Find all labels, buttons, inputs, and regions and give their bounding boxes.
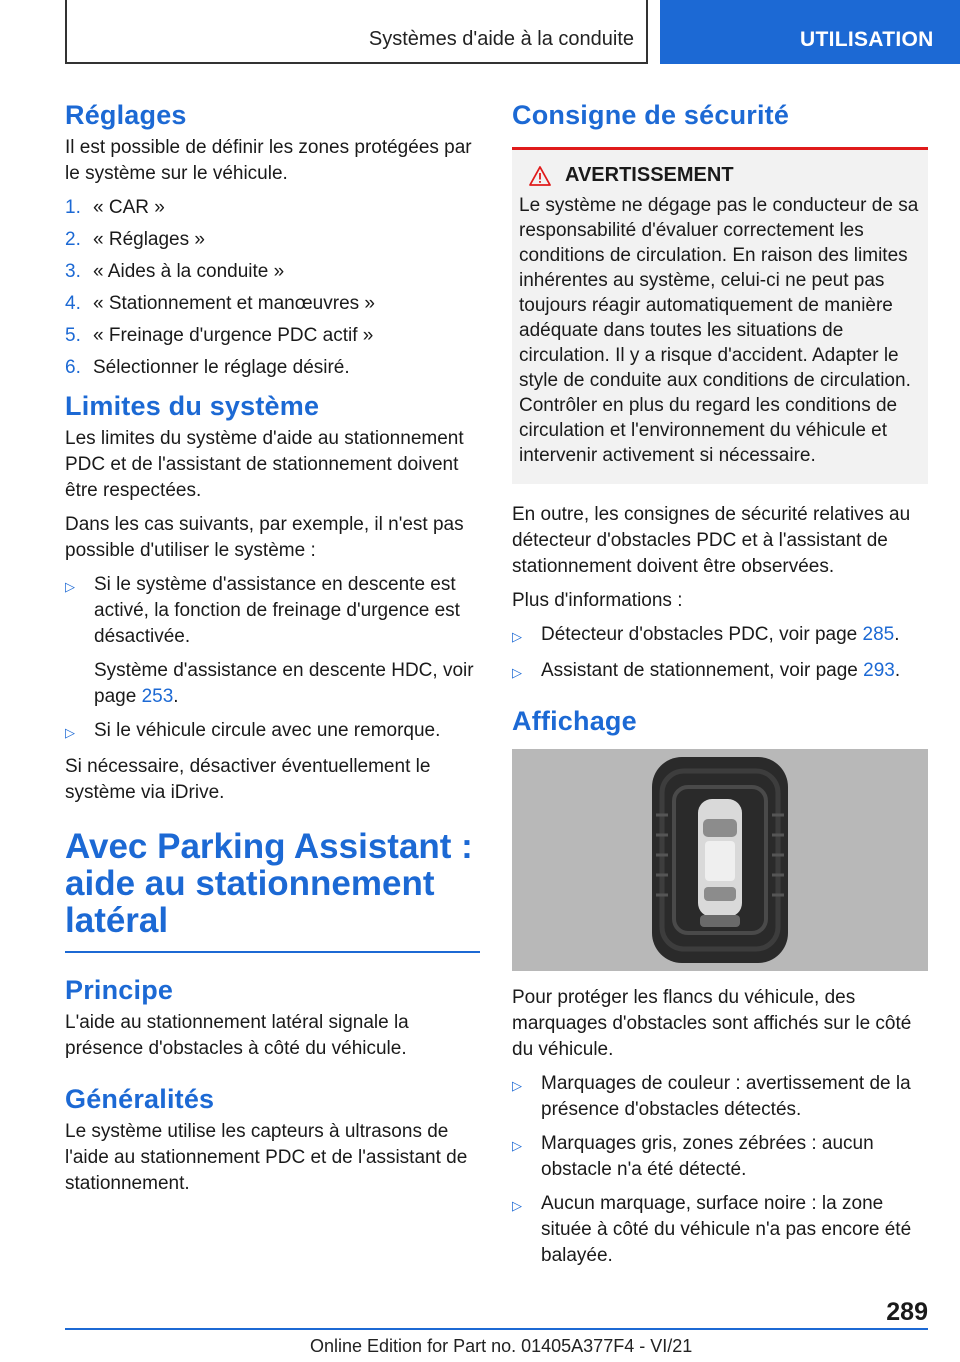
step-text: « Stationnement et manœuvres » [93, 293, 375, 314]
footer-divider [65, 1328, 928, 1330]
list-item-text: Si le système d'assistance en descente est activé, la fonction de freinage d'urgence est désactivée. [94, 574, 460, 647]
warning-triangle-icon [529, 166, 551, 186]
spacer [65, 1070, 480, 1084]
triangle-bullet-icon: ▷ [65, 579, 75, 594]
header-section-box [65, 0, 648, 64]
reference-text: Assistant de stationnement, voir page [541, 660, 858, 681]
spacer [65, 814, 480, 828]
step-text: Sélectionner le réglage désiré. [93, 357, 350, 378]
step-item [65, 259, 480, 285]
step-item [65, 323, 480, 349]
settings-steps [65, 195, 480, 381]
limits-heading: Limites du système [65, 391, 320, 421]
step-number: 4. [65, 293, 81, 314]
list-item-text: Marquages de couleur : avertissement de la présence d'obstacles détectés. [541, 1073, 911, 1120]
hdc-reference: Système d'assistance en descente HDC, voir page 253. [94, 660, 474, 707]
reference-text: Détecteur d'obstacles PDC, voir page [541, 624, 858, 645]
step-text: « Freinage d'urgence PDC actif » [93, 325, 374, 346]
step-number: 3. [65, 261, 81, 282]
warning-box [512, 147, 928, 484]
reglages-text: Il est possible de définir les zones protégées par le système sur le véhicule. [65, 137, 472, 184]
page-link-253[interactable]: 253 [141, 686, 174, 707]
step-number: 6. [65, 357, 81, 378]
step-text: « Réglages » [93, 229, 205, 250]
triangle-bullet-icon: ▷ [65, 725, 75, 740]
safety-heading: Consigne de sécurité [512, 100, 790, 130]
step-item [65, 195, 480, 221]
limits-cases-text: Dans les cas suivants, par exemple, il n'est pas possible d'utiliser le système : [65, 514, 464, 561]
principe-text: L'aide au stationnement latéral signale la présence d'obstacles à côté du véhicule. [65, 1012, 409, 1059]
display-heading: Affichage [512, 706, 637, 736]
page-link-293[interactable]: 293 [863, 660, 895, 681]
limits-deactivate-text: Si nécessaire, désactiver éventuellement le système via iDrive. [65, 756, 431, 803]
safety-text: En outre, les consignes de sécurité relatives au détecteur d'obstacles PDC et à l'assistant de stationnement doivent être observées. [512, 504, 911, 577]
page-number: 289 [886, 1298, 928, 1326]
list-item-text: Assistant de stationnement, voir page 293. [541, 660, 901, 681]
left-column [65, 100, 480, 1205]
triangle-bullet-icon: ▷ [512, 665, 522, 680]
step-number: 2. [65, 229, 81, 250]
triangle-bullet-icon: ▷ [512, 1198, 522, 1213]
parking-display-image [512, 749, 928, 971]
limits-list [65, 572, 480, 650]
list-item [512, 658, 928, 686]
reglages-heading: Réglages [65, 100, 187, 130]
parking-display-graphic [650, 755, 790, 965]
list-item-text: Marquages gris, zones zébrées : aucun obstacle n'a été détecté. [541, 1133, 874, 1180]
warning-text: Le système ne dégage pas le conducteur de sa responsabilité d'évaluer correctement les conditions de circulation. En raison des limites inhérentes au système, celui-ci ne peut pas toujours réagir automatiquement de manière adéquate dans toutes les situations de circulation. Il y a risque d'accident. Adapter le style de conduite aux conditions de circulation. Contrôler en plus du regard les conditions de circulation et l'environnement du véhicule et intervenir activement si nécessaire. [519, 195, 919, 466]
limits-list-2 [65, 718, 480, 746]
list-item [512, 622, 928, 650]
page-link-285[interactable]: 285 [862, 624, 895, 645]
reference-list [512, 622, 928, 686]
step-item [65, 355, 480, 381]
list-item [65, 572, 480, 650]
list-item-text: Détecteur d'obstacles PDC, voir page 285. [541, 624, 900, 645]
triangle-bullet-icon: ▷ [512, 1078, 522, 1093]
general-text: Le système utilise les capteurs à ultrasons de l'aide au stationnement PDC et de l'assistant de stationnement. [65, 1121, 468, 1194]
limits-text: Les limites du système d'aide au stationnement PDC et de l'assistant de stationnement doivent être respectées. [65, 428, 464, 501]
step-number: 1. [65, 197, 81, 218]
warning-header [519, 164, 922, 187]
list-item [512, 1071, 928, 1123]
chapter-heading-line: aide au stationnement [65, 864, 435, 903]
triangle-bullet-icon: ▷ [512, 629, 522, 644]
more-info-label: Plus d'informations : [512, 590, 683, 611]
list-item [512, 1131, 928, 1183]
triangle-bullet-icon: ▷ [512, 1138, 522, 1153]
header-tab [660, 0, 960, 64]
step-text: « Aides à la conduite » [93, 261, 285, 282]
step-text: « CAR » [93, 197, 165, 218]
right-column [512, 100, 928, 1277]
chapter-heading-line: latéral [65, 901, 169, 940]
display-text: Pour protéger les flancs du véhicule, des marquages d'obstacles sont affichés sur le côté du véhicule. [512, 987, 912, 1060]
step-item [65, 291, 480, 317]
display-marking-list [512, 1071, 928, 1269]
step-number: 5. [65, 325, 81, 346]
chapter-heading-line: Avec Parking Assistant : [65, 827, 473, 866]
list-item [512, 1191, 928, 1269]
chapter-divider [65, 951, 480, 953]
warning-label: AVERTISSEMENT [565, 164, 734, 186]
hdc-reference-text: Système d'assistance en descente HDC, voir page [94, 660, 474, 707]
step-item [65, 227, 480, 253]
edition-footer: Online Edition for Part no. 01405A377F4 - VI/21 [310, 1336, 693, 1356]
chapter-heading [65, 828, 480, 939]
general-heading: Généralités [65, 1084, 215, 1114]
header-section-title: Systèmes d'aide à la conduite [368, 28, 634, 50]
list-item-text: Si le véhicule circule avec une remorque. [94, 720, 441, 741]
principe-heading: Principe [65, 975, 174, 1005]
list-item [65, 718, 480, 746]
header-tab-label: UTILISATION [800, 28, 934, 51]
list-item-text: Aucun marquage, surface noire : la zone située à côté du véhicule n'a pas encore été balayée. [541, 1193, 912, 1266]
